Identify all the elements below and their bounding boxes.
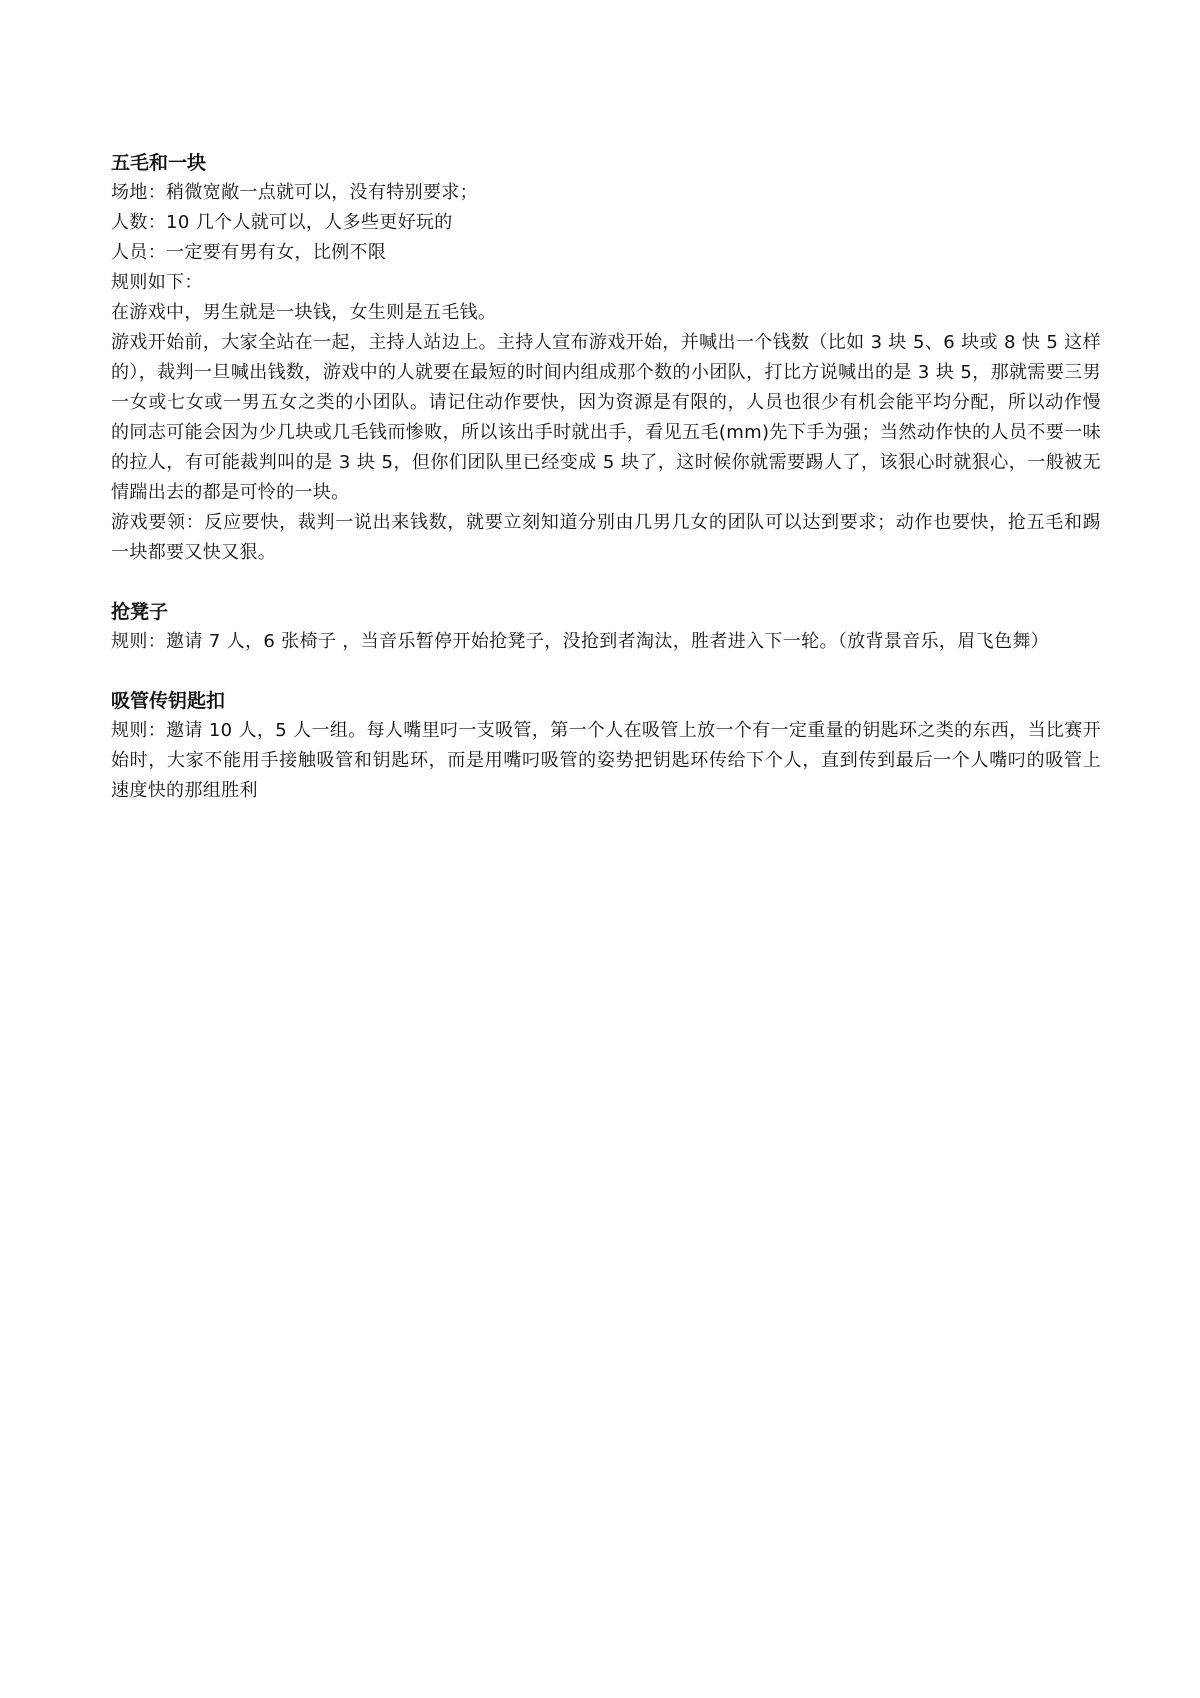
section-xiguan-yaoshikou [111,686,1138,806]
section-heading: 五毛和一块 [111,152,207,174]
document-page [111,148,1138,806]
rules-paragraph: 规则：邀请 10 人，5 人一组。每人嘴里叼一支吸管，第一个人在吸管上放一个有一定重量的钥匙环之类的东西，当比赛开始时，大家不能用手接触吸管和钥匙环，而是用嘴叼吸管的姿势把钥匙环传给下个人，直到传到最后一个人嘴叼的吸管上 速度快的那组胜利 [111,720,1138,801]
rules-value-line: 在游戏中，男生就是一块钱，女生则是五毛钱。 [111,302,497,323]
rules-paragraph: 游戏开始前，大家全站在一起，主持人站边上。主持人宣布游戏开始，并喊出一个钱数（比如 3 块 5、6 块或 8 快 5 这样的），裁判一旦喊出钱数，游戏中的人就要在最短的时间内组成那个数的小团队，打比方说喊出的是 3 块 5，那就需要三男一女或七女或一男五女之类的小团队。请记住动作要快，因为资源是有限的，人员也很少有机会能平均分配，所以动作慢的同志可能会因为少几块或几毛钱而惨败，所以该出手时就出手，看见五毛(mm)先下手为强；当然动作快的人员不要一味的拉人，有可能裁判叫的是 3 块 5，但你们团队里已经变成 5 块了，这时候你就需要踢人了，该狠心时就狠心，一般被无情踹出去的都是可怜的一块。 [111,332,1101,503]
headcount-line: 人数：10 几个人就可以，人多些更好玩的 [111,212,453,233]
section-wumao-yikuai [111,148,1101,568]
rules-paragraph: 规则：邀请 7 人，6 张椅子 ，当音乐暂停开始抢凳子，没抢到者淘汰，胜者进入下一轮。（放背景音乐，眉飞色舞） [111,631,1050,652]
section-qiang-dengzi [111,597,1101,657]
section-heading: 抢凳子 [111,601,169,623]
venue-line: 场地：稍微宽敞一点就可以，没有特别要求； [111,182,478,203]
participants-line: 人员：一定要有男有女，比例不限 [111,242,387,263]
tips-paragraph: 游戏要领：反应要快，裁判一说出来钱数，就要立刻知道分别由几男几女的团队可以达到要求；动作也要快，抢五毛和踢一块都要又快又狠。 [111,512,1101,563]
section-heading: 吸管传钥匙扣 [111,690,226,712]
rules-intro-line: 规则如下： [111,272,203,293]
